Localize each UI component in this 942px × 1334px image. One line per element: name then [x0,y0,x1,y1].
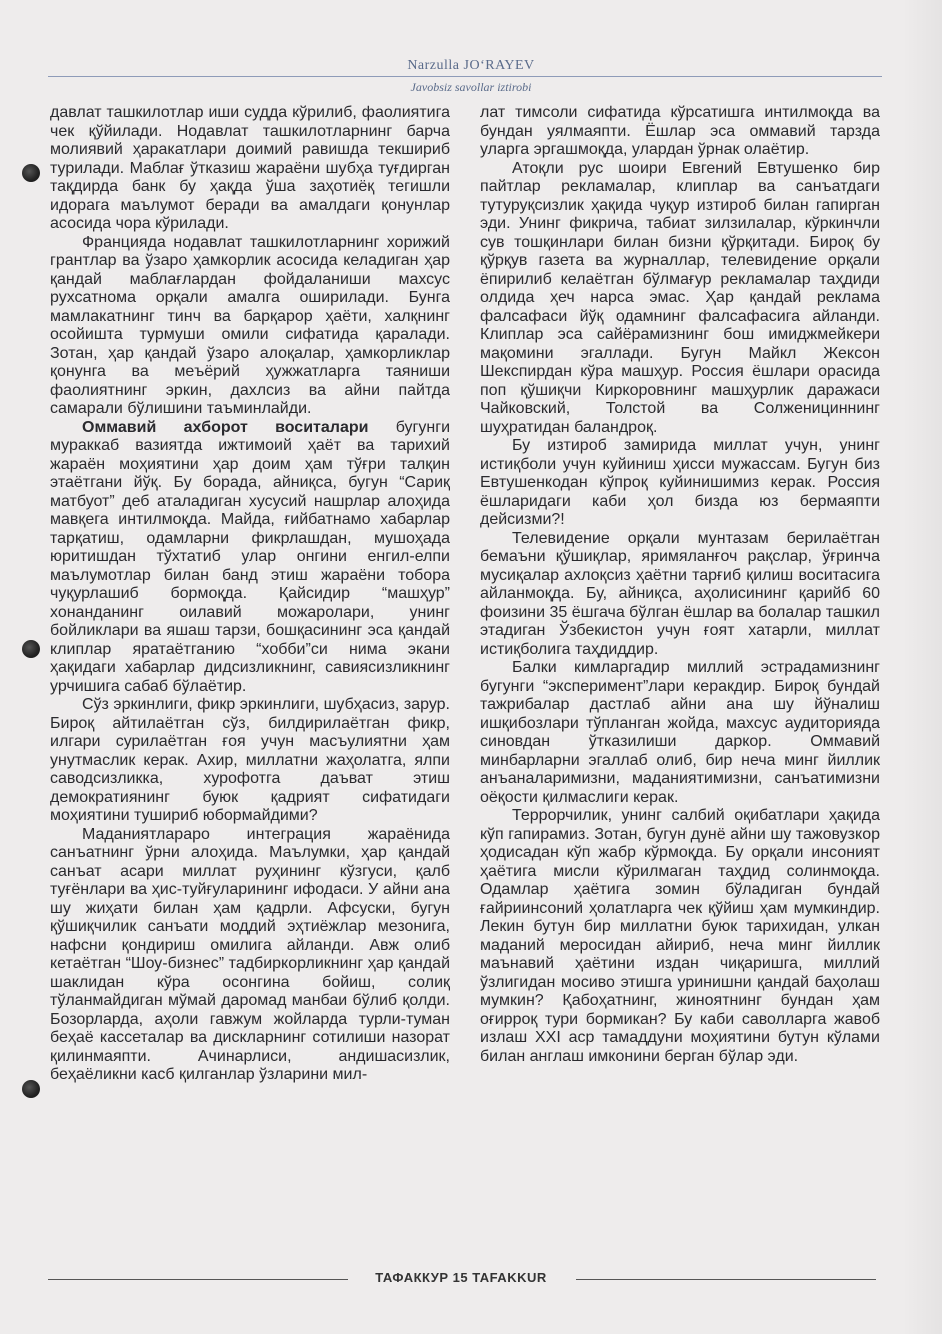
paragraph: Бу изтироб замирида миллат учун, унинг истиқболи учун куйиниш ҳисси мужассам. Бугун биз Евтушенкодан кўпроқ куйинишимиз керак. Россия ёшларидаги каби ҳол бизда юз бермаяпти дейсизми?! [480,437,880,528]
bold-lead: Оммавий ахборот воситалари [82,418,369,436]
header-rule [48,76,882,77]
paragraph: Балки кимларгадир миллий эстрадамизнинг бугунги “эксперимент”лари керакдир. Бироқ бундай тажрибалар дастлаб айни ана шу йўналиш ишқибозлари тўпланган жойда, махсус аудиторияда синовдан ўтказилиши даркор. Оммавий минбарларни эгаллаб олиб, бир неча минг йиллик анъаналаримизни, маданиятимизни, санъатимизни оёқости қилмаслиги керак. [480,659,880,806]
paragraph: Террорчилик, унинг салбий оқибатлари ҳақида кўп гапирамиз. Зотан, бугун дунё айни шу тажовузкор ҳодисадан кўп жабр кўрмоқда. Бу орқали инсоният ҳаётига мисли кўрилмаган таҳдид солинмоқда. Одамлар ҳаётига зомин бўладиган бундай ғайриинсоний ҳолатларга чек қўйиш ҳам мумкиндир. Лекин бутун бир миллатни буюк тарихидан, улкан маданий меросидан айириб, неча минг йиллик маънавий ҳаётини издан чиқаришга, миллий ўзлигидан мосиво этишга уринишни қандай баҳолаш мумкин? Қабоҳатнинг, жиноятнинг бундан ҳам оғирроқ тури бормикан? Бу каби саволларга жавоб излаш XXI аср тамаддуни моҳиятини бутун кўлами билан англаш имконини берган бўлар эди. [480,807,880,1065]
paragraph: Сўз эркинлиги, фикр эркинлиги, шубҳасиз, зарур. Бироқ айтилаётган сўз, билдирилаётган фикр, илгари сурилаётган ғоя учун масъулиятни ҳам унутмаслик керак. Ахир, миллатни жаҳолатга, ялпи саводсизликка, хурофотга даъват этиш демократиянинг буюк қадрият сифатидаги моҳиятини тушириб юбормайдими? [50,696,450,824]
paragraph: лат тимсоли сифатида кўрсатишга интилмоқда ва бундан уялмаяпти. Ёшлар эса оммавий тарзда уларга эргашмоқда, улардан ўрнак олаётир. [480,104,880,158]
paragraph: Маданиятлараро интеграция жараёнида санъатнинг ўрни алоҳида. Маълумки, ҳар қандай санъат асари миллат руҳининг кўзгуси, қалб туғёнлари ва ҳис-туйғуларининг ифодаси. У айни ана шу жиҳати билан ҳам қадрли. Афсуски, бугун қўшиқчилик санъати моддий эҳтиёжлар мезонига, нафсни қондириш омилига айланди. Авж олиб кетаётган “Шоу-бизнес” тадбиркорликнинг ҳар қандай шаклидан кўра осонгина бойиш, солиқ тўланмайдиган мўмай даромад манбаи бўлиб қолди. Бозорларда, аҳоли гавжум жойларда турли-туман беҳаё кассеталар ва дискларнинг сотилиши назорат қилинмаяпти. Ачинарлиси, андишасизлик, беҳаёликни касб қилганлар ўзларини мил- [50,825,450,1083]
paragraph-media-text: бугунги мураккаб вазиятда ижтимоий ҳаёт ва тарихий жараён моҳиятини ҳар доим ҳам тўғри талқин этаётгани йўқ. Бу борада, айниқса, бугун “Сариқ матбуот” деб аталадиган хусусий нашрлар алоҳида мавқега интилмоқда. Майда, ғийбатнамо хабарлар тарқатиш, одамларни фикрлашдан, мушоҳада юритишдан тўхтатиб улар онгини енгил-елпи маълумотлар билан банд этиш жараёни тобора чуқурлашиб бормоқда. Қайсидир “машҳур” хонанданинг оилавий можаролари, унинг бойликлари ва яшаш тарзи, бошқасининг эса қандай клиплар яратаётганию “хобби”си нима экани ҳақидаги хабарлар дидсизликнинг, савиясизликнинг урчишига сабаб бўлаётир. [50,418,450,695]
page-footer: ТАФАККУР 15 TAFAKKUR [375,1270,547,1285]
running-header-author: Narzulla JO‘RAYEV [407,58,535,73]
running-header-subtitle: Javobsiz savollar iztirobi [410,80,532,94]
page-shadow [902,0,942,1334]
punch-hole [22,640,40,658]
punch-hole [22,1080,40,1098]
left-column [50,104,450,1264]
footer-rule-right [576,1279,876,1280]
paragraph: Францияда нодавлат ташкилотларнинг хорижий грантлар ва ўзаро ҳамкорлик асосида келадиган ҳар қандай маблағлардан фойдаланиши махсус рухсатнома орқали амалга оширилади. Бунга мамлакатнинг тинч ва барқарор ҳаёти, халқнинг осойишта турмуши омили сифатида қаралади. Зотан, ҳар қандай ўзаро алоқалар, ҳамкорликлар қонунга ва меъёрий ҳужжатларга таяниши фаолиятнинг эркин, дахлсиз ва айни пайтда самарали бўлишини таъминлайди. [50,233,450,417]
paragraph: Телевидение орқали мунтазам берилаётган бемаъни қўшиқлар, яримяланғоч рақслар, ўғринча мусиқалар ахлоқсиз ҳаётни тарғиб қилиш воситасига айланмоқда. Бу, айниқса, аҳолисининг қарийб 60 фоизини 35 ёшгача бўлган ёшлар ва болалар ташкил этадиган Ўзбекистон учун ғоят хатарли, миллат истиқболига таҳдиддир. [480,529,880,658]
paragraph: давлат ташкилотлар иши судда кўрилиб, фаолиятига чек қўйилади. Нодавлат ташкилотларнинг барча молиявий ҳаракатлари доимий равишда текшириб турилади. Маблағ ўтказиш жараёни шубҳа туғдирган тақдирда банк бу ҳақда ўша заҳотиёқ тегишли идорага маълумот беради ва амалдаги қонунлар асосида чора кўрилади. [50,104,450,232]
footer-rule-left [48,1279,348,1280]
right-column [480,104,880,1264]
punch-hole [22,164,40,182]
paragraph-media [50,419,450,697]
paragraph: Атоқли рус шоири Евгений Евтушенко бир пайтлар рекламалар, клиплар ва санъатдаги тутуруқсизлик ҳақида чуқур изтироб билан гапирган эди. Унинг фикрича, табиат зилзилалар, кўркинчли сув тошқинлари билан бизни қўрқитади. Бироқ бу қўрқув газета ва журналлар, телевидение орқали ёпирилиб келаётган бўлмағур рекламалар таҳдиди олдида ҳеч нарса эмас. Ҳар қандай реклама фалсафаси йўқ одамнинг фалсафасига айланди. Клиплар эса сайёрамизнинг бош имиджмейкери мақомини эгаллади. Бугун Майкл Жексон Шекспирдан кўра машҳур. Россия ёшлари орасида поп қўшиқчи Киркоровнинг машҳурлик даражаси Чайковский, Толстой ва Солженициннинг шуҳратидан баландроқ. [480,159,880,436]
